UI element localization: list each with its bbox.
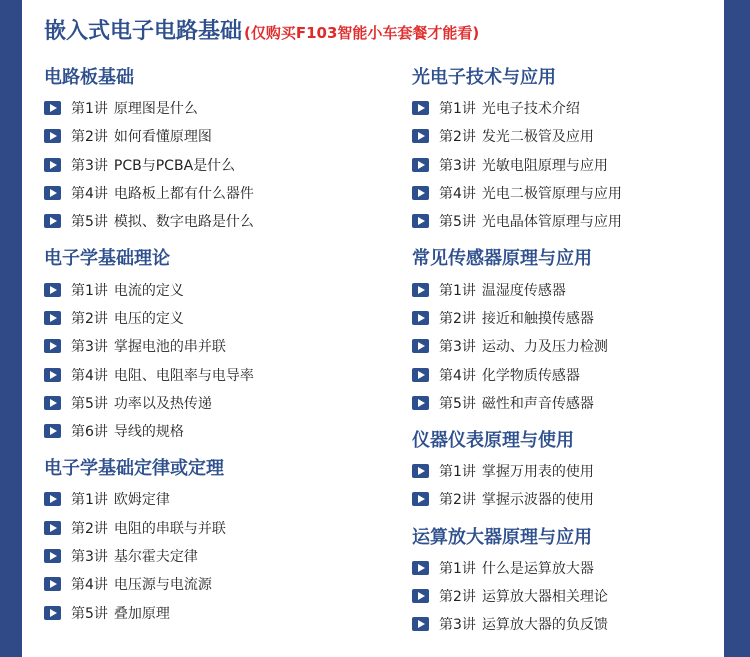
lecture-item[interactable] xyxy=(412,122,712,150)
lecture-number: 第1讲 xyxy=(71,282,108,299)
play-video-icon[interactable] xyxy=(412,492,429,506)
lecture-number: 第3讲 xyxy=(71,549,108,565)
lecture-number: 第5讲 xyxy=(71,214,108,231)
lecture-title: 叠加原理 xyxy=(113,605,170,622)
play-video-icon[interactable] xyxy=(44,368,61,382)
lecture-title: 电路板上都有什么器件 xyxy=(113,186,254,203)
course-section xyxy=(44,455,374,626)
lecture-title: 电压的定义 xyxy=(113,310,184,327)
course-section xyxy=(412,524,712,639)
lecture-item[interactable] xyxy=(44,360,374,388)
play-video-icon[interactable] xyxy=(44,521,61,535)
lecture-item[interactable] xyxy=(412,151,712,179)
play-video-icon[interactable] xyxy=(412,396,429,410)
lecture-number: 第2讲 xyxy=(439,492,476,509)
lecture-number: 第3讲 xyxy=(71,339,108,356)
lecture-item[interactable] xyxy=(44,179,374,207)
lecture-number: 第2讲 xyxy=(439,129,476,146)
play-video-icon[interactable] xyxy=(44,158,61,172)
lecture-title: 导线的规格 xyxy=(113,424,184,441)
lecture-number: 第3讲 xyxy=(439,157,476,174)
lecture-item[interactable] xyxy=(412,94,712,122)
play-video-icon[interactable] xyxy=(412,283,429,297)
section-title: 运算放大器原理与应用 xyxy=(412,526,592,548)
play-video-icon[interactable] xyxy=(412,368,429,382)
page-title xyxy=(44,14,479,45)
course-section xyxy=(412,245,712,416)
play-video-icon[interactable] xyxy=(412,101,429,115)
lecture-item[interactable] xyxy=(44,417,374,445)
lecture-title: 欧姆定律 xyxy=(113,492,170,509)
lecture-item[interactable] xyxy=(412,304,712,332)
section-title: 电路板基础 xyxy=(44,67,134,88)
play-video-icon[interactable] xyxy=(412,158,429,172)
lecture-number: 第1讲 xyxy=(439,282,476,299)
lecture-title: 运算放大器的负反馈 xyxy=(481,617,608,634)
lecture-item[interactable] xyxy=(44,151,374,179)
lecture-number: 第4讲 xyxy=(71,577,108,594)
lecture-item[interactable] xyxy=(44,542,374,570)
lecture-title: 掌握示波器的使用 xyxy=(481,492,594,509)
play-video-icon[interactable] xyxy=(44,214,61,228)
play-video-icon[interactable] xyxy=(44,424,61,438)
lecture-title: 掌握万用表的使用 xyxy=(481,464,594,481)
lecture-title: 磁性和声音传感器 xyxy=(481,395,594,412)
lecture-title: 运动、力及压力检测 xyxy=(481,339,608,356)
lecture-item[interactable] xyxy=(44,389,374,417)
play-video-icon[interactable] xyxy=(412,589,429,603)
play-video-icon[interactable] xyxy=(412,311,429,325)
lecture-item[interactable] xyxy=(44,207,374,235)
lecture-title: 发光二极管及应用 xyxy=(481,129,594,146)
play-video-icon[interactable] xyxy=(412,561,429,575)
lecture-number: 第5讲 xyxy=(439,395,476,412)
lecture-number: 第3讲 xyxy=(71,157,108,174)
lecture-number: 第2讲 xyxy=(71,129,108,146)
purchase-note: (仅购买F103智能小车套餐才能看) xyxy=(244,24,480,42)
play-video-icon[interactable] xyxy=(44,549,61,563)
lecture-number: 第3讲 xyxy=(439,617,476,634)
lecture-title: 光敏电阻原理与应用 xyxy=(481,157,608,174)
lecture-title: 电阻的串联与并联 xyxy=(113,520,226,537)
lecture-title: 电压源与电流源 xyxy=(113,577,212,594)
lecture-number: 第4讲 xyxy=(71,186,108,203)
lecture-item[interactable] xyxy=(412,332,712,360)
lecture-title: 运算放大器相关理论 xyxy=(481,589,608,605)
lecture-item[interactable] xyxy=(44,598,374,626)
lecture-title: PCB与PCBA是什么 xyxy=(113,157,236,174)
lecture-title: 掌握电池的串并联 xyxy=(113,339,226,356)
lecture-title: 原理图是什么 xyxy=(113,101,198,118)
lecture-item[interactable] xyxy=(44,122,374,150)
lecture-number: 第1讲 xyxy=(439,101,476,118)
content-panel xyxy=(22,0,724,657)
lecture-title: 基尔霍夫定律 xyxy=(113,549,198,565)
lecture-title: 模拟、数字电路是什么 xyxy=(113,214,254,231)
lecture-number: 第1讲 xyxy=(71,492,108,509)
right-column xyxy=(412,64,712,648)
lecture-item[interactable] xyxy=(412,554,712,582)
lecture-number: 第1讲 xyxy=(71,101,108,118)
play-video-icon[interactable] xyxy=(44,186,61,200)
play-video-icon[interactable] xyxy=(412,617,429,631)
lecture-item[interactable] xyxy=(44,332,374,360)
section-title: 电子学基础理论 xyxy=(44,248,170,270)
lecture-number: 第4讲 xyxy=(439,186,476,203)
lecture-item[interactable] xyxy=(44,514,374,542)
section-title: 光电子技术与应用 xyxy=(412,67,556,88)
lecture-item[interactable] xyxy=(412,485,712,513)
page-title-text: 嵌入式电子电路基础 xyxy=(44,19,243,44)
lecture-title: 如何看懂原理图 xyxy=(113,129,212,146)
lecture-item[interactable] xyxy=(44,485,374,513)
lecture-title: 温湿度传感器 xyxy=(481,282,566,299)
lecture-item[interactable] xyxy=(412,610,712,638)
lecture-number: 第1讲 xyxy=(439,464,476,481)
lecture-number: 第2讲 xyxy=(71,520,108,537)
lecture-number: 第4讲 xyxy=(439,367,476,384)
lecture-title: 功率以及热传递 xyxy=(113,395,212,412)
lecture-number: 第2讲 xyxy=(71,310,108,327)
course-section xyxy=(412,64,712,235)
lecture-title: 接近和触摸传感器 xyxy=(481,310,594,327)
lecture-number: 第3讲 xyxy=(439,339,476,356)
lecture-item[interactable] xyxy=(412,457,712,485)
section-title: 仪器仪表原理与使用 xyxy=(412,429,574,451)
lecture-number: 第5讲 xyxy=(71,395,108,412)
lecture-item[interactable] xyxy=(44,94,374,122)
play-video-icon[interactable] xyxy=(44,311,61,325)
play-video-icon[interactable] xyxy=(44,492,61,506)
play-video-icon[interactable] xyxy=(412,214,429,228)
lecture-number: 第2讲 xyxy=(439,310,476,327)
lecture-number: 第1讲 xyxy=(439,560,476,577)
lecture-number: 第4讲 xyxy=(71,367,108,384)
play-video-icon[interactable] xyxy=(44,606,61,620)
lecture-item[interactable] xyxy=(44,570,374,598)
lecture-item[interactable] xyxy=(412,275,712,303)
section-title: 常见传感器原理与应用 xyxy=(412,248,592,270)
play-video-icon[interactable] xyxy=(412,464,429,478)
lecture-number: 第5讲 xyxy=(439,214,476,231)
play-video-icon[interactable] xyxy=(44,577,61,591)
play-video-icon[interactable] xyxy=(412,339,429,353)
lecture-number: 第2讲 xyxy=(439,589,476,605)
lecture-number: 第6讲 xyxy=(71,424,108,441)
play-video-icon[interactable] xyxy=(44,129,61,143)
lecture-title: 光电子技术介绍 xyxy=(481,101,580,118)
play-video-icon[interactable] xyxy=(44,283,61,297)
lecture-item[interactable] xyxy=(412,389,712,417)
lecture-title: 电流的定义 xyxy=(113,282,184,299)
lecture-item[interactable] xyxy=(412,360,712,388)
lecture-item[interactable] xyxy=(412,207,712,235)
play-video-icon[interactable] xyxy=(44,101,61,115)
course-section xyxy=(44,64,374,235)
lecture-item[interactable] xyxy=(412,179,712,207)
lecture-title: 光电二极管原理与应用 xyxy=(481,186,622,203)
play-video-icon[interactable] xyxy=(44,339,61,353)
play-video-icon[interactable] xyxy=(44,396,61,410)
lecture-title: 化学物质传感器 xyxy=(481,367,580,384)
lecture-title: 电阻、电阻率与电导率 xyxy=(113,367,254,384)
lecture-title: 光电晶体管原理与应用 xyxy=(481,214,622,231)
course-section xyxy=(44,245,374,445)
play-video-icon[interactable] xyxy=(412,186,429,200)
lecture-title: 什么是运算放大器 xyxy=(481,560,594,577)
lecture-number: 第5讲 xyxy=(71,605,108,622)
left-column xyxy=(44,64,374,637)
play-video-icon[interactable] xyxy=(412,129,429,143)
lecture-item[interactable] xyxy=(44,275,374,303)
lecture-item[interactable] xyxy=(412,582,712,610)
section-title: 电子学基础定律或定理 xyxy=(44,458,224,480)
lecture-item[interactable] xyxy=(44,304,374,332)
course-section xyxy=(412,427,712,514)
